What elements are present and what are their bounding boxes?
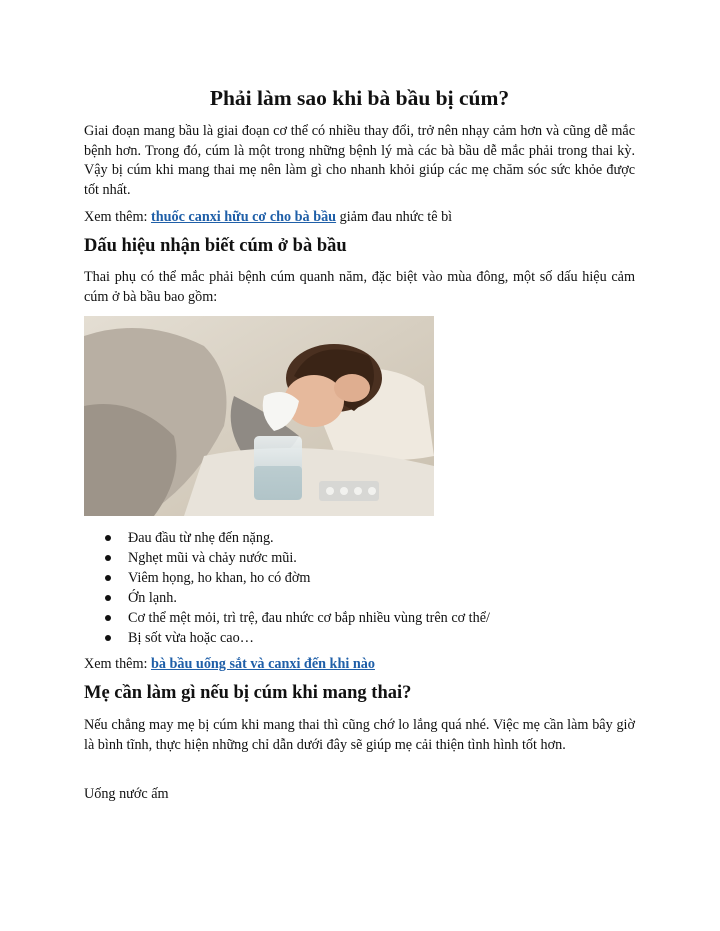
list-item [84,528,635,548]
see-more-2 [84,655,635,675]
page-title: Phải làm sao khi bà bầu bị cúm? [209,86,510,110]
see-more-1-suffix: giảm đau nhức tê bì [336,209,453,225]
list-item [84,588,635,608]
section1-body: Thai phụ có thể mắc phải bệnh cúm quanh năm, đặc biệt vào mùa đông, một số dấu hiệu cảm cúm ở bà bầu bao gồm: [84,269,635,305]
symptom-text: Nghẹt mũi và chảy nước mũi. [128,550,297,566]
see-more-1-prefix: Xem thêm: [84,209,151,225]
section2-heading: Mẹ cần làm gì nếu bị cúm khi mang thai? [84,683,412,703]
bullet-icon [105,595,111,601]
section2-body: Nếu chẳng may mẹ bị cúm khi mang thai thì cũng chớ lo lắng quá nhé. Việc mẹ cần làm bây giờ là bình tĩnh, thực hiện những chỉ dẫn dưới đây sẽ giúp mẹ cải thiện tình hình tốt hơn. [84,717,635,753]
list-item [84,548,635,568]
symptom-text: Ớn lạnh. [128,590,177,606]
bullet-icon [105,555,111,561]
woman-with-flu-photo [84,316,434,516]
symptom-text: Bị sốt vừa hoặc cao… [128,630,254,646]
bullet-icon [105,615,111,621]
see-more-1-link[interactable]: thuốc canxi hữu cơ cho bà bầu [150,209,337,225]
bullet-icon [105,575,111,581]
bullet-icon [105,635,111,641]
photo-illustration [84,316,434,516]
see-more-2-prefix: Xem thêm: [84,656,151,672]
section2-subheading: Uống nước ấm [84,786,169,802]
see-more-2-link[interactable]: bà bầu uống sắt và canxi đến khi nào [150,656,375,672]
bullet-icon [105,535,111,541]
list-item [84,568,635,588]
symptom-list [84,528,635,648]
intro-paragraph: Giai đoạn mang bầu là giai đoạn cơ thể có nhiều thay đổi, trở nên nhạy cảm hơn và cũng dễ mắc bệnh hơn. Trong đó, cúm là một trong những bệnh lý mà các bà bầu dễ mắc phải trong thai kỳ. Vậy bị cúm khi mang thai mẹ nên làm gì cho nhanh khỏi giúp các mẹ chăm sóc sức khỏe được tốt nhất. [84,123,635,198]
symptom-text: Đau đầu từ nhẹ đến nặng. [128,530,274,546]
list-item [84,608,635,628]
list-item [84,628,635,648]
symptom-text: Cơ thể mệt mỏi, trì trệ, đau nhức cơ bắp nhiều vùng trên cơ thể/ [128,610,490,626]
section1-heading: Dấu hiệu nhận biết cúm ở bà bầu [84,236,347,256]
see-more-1 [84,208,635,228]
symptom-text: Viêm họng, ho khan, ho có đờm [128,570,311,586]
